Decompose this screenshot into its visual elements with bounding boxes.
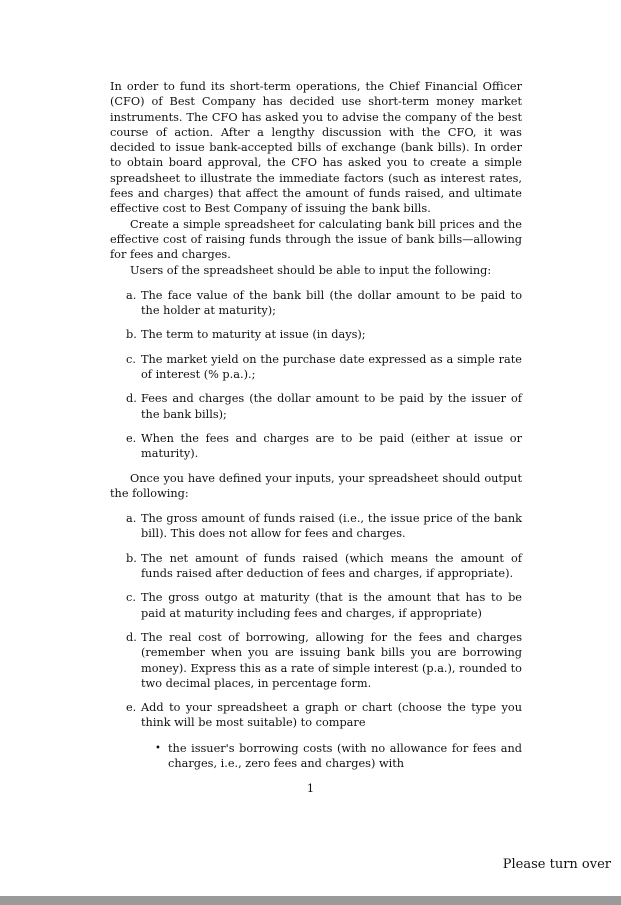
bullet-item: [155, 741, 522, 772]
list-item-text: The gross amount of funds raised (i.e., the issue price of the bank bill). This does not allow for fees and charges.: [141, 512, 522, 541]
bullet-marker: •: [155, 742, 161, 754]
list-marker: c.: [126, 591, 136, 605]
paragraph-outputs-lead: Once you have defined your inputs, your spreadsheet should output the following:: [110, 471, 522, 500]
viewer-bottom-bar: [0, 896, 621, 905]
list-item-text: The gross outgo at maturity (that is the amount that has to be paid at maturity including fees and charges, if appropriate): [141, 591, 522, 620]
list-item: [126, 288, 522, 319]
inputs-list: [110, 288, 522, 462]
list-item-text: The real cost of borrowing, allowing for the fees and charges (remember when you are issuing bank bills you are borrowing money). Express this as a rate of simple interest (p.a.), rounded to two decimal places, in percentage form.: [141, 630, 522, 690]
list-item: [126, 551, 522, 582]
list-item: [126, 431, 522, 462]
paragraph-inputs-lead: Users of the spreadsheet should be able to input the following:: [130, 263, 492, 277]
list-item-text: Add to your spreadsheet a graph or chart (choose the type you think will be most suitable) to compare: [141, 701, 522, 730]
list-item: [126, 590, 522, 621]
list-marker: e.: [126, 701, 137, 715]
outputs-list: [110, 511, 522, 771]
list-item: [126, 327, 522, 342]
page-number: 1: [306, 782, 315, 795]
list-marker: d.: [126, 392, 137, 406]
list-marker: b.: [126, 328, 137, 342]
list-marker: a.: [126, 288, 137, 302]
list-item-text: The face value of the bank bill (the dollar amount to be paid to the holder at maturity);: [141, 288, 522, 318]
list-marker: c.: [126, 352, 136, 366]
list-item-text: When the fees and charges are to be paid (either at issue or maturity).: [141, 431, 522, 461]
list-marker: d.: [126, 630, 137, 644]
turn-over-note: Please turn over: [502, 857, 611, 872]
list-item: [126, 630, 522, 691]
list-item-text: Fees and charges (the dollar amount to be paid by the issuer of the bank bills);: [141, 392, 522, 421]
list-marker: b.: [126, 551, 137, 565]
list-item: [126, 511, 522, 542]
paragraph-task: Create a simple spreadsheet for calculating bank bill prices and the effective cost of raising funds through the issue of bank bills—allowing for fees and charges.: [110, 217, 522, 262]
paragraph-intro: In order to fund its short-term operations, the Chief Financial Officer (CFO) of Best Company has decided use short-term money market instruments. The CFO has asked you to advise the company of the best course of action. After a lengthy discussion with the CFO, it was decided to issue bank-accepted bills of exchange (bank bills). In order to obtain board approval, the CFO has asked you to create a simple spreadsheet to illustrate the immediate factors (such as interest rates, fees and charges) that affect the amount of funds raised, and ultimate effective cost to Best Company of issuing the bank bills.: [110, 80, 522, 216]
list-marker: a.: [126, 512, 137, 526]
body-text: [110, 79, 522, 780]
list-item-text: The net amount of funds raised (which means the amount of funds raised after deduction of fees and charges, if appropriate).: [141, 551, 522, 581]
list-item: [126, 352, 522, 383]
list-item-text: The term to maturity at issue (in days);: [141, 328, 366, 342]
bullet-list: [141, 741, 522, 772]
list-marker: e.: [126, 431, 137, 445]
list-item: [126, 700, 522, 771]
bullet-item-text: the issuer's borrowing costs (with no allowance for fees and charges, i.e., zero fees and charges) with: [168, 741, 522, 770]
list-item-text: The market yield on the purchase date expressed as a simple rate of interest (% p.a.).;: [141, 352, 522, 382]
list-item: [126, 391, 522, 422]
